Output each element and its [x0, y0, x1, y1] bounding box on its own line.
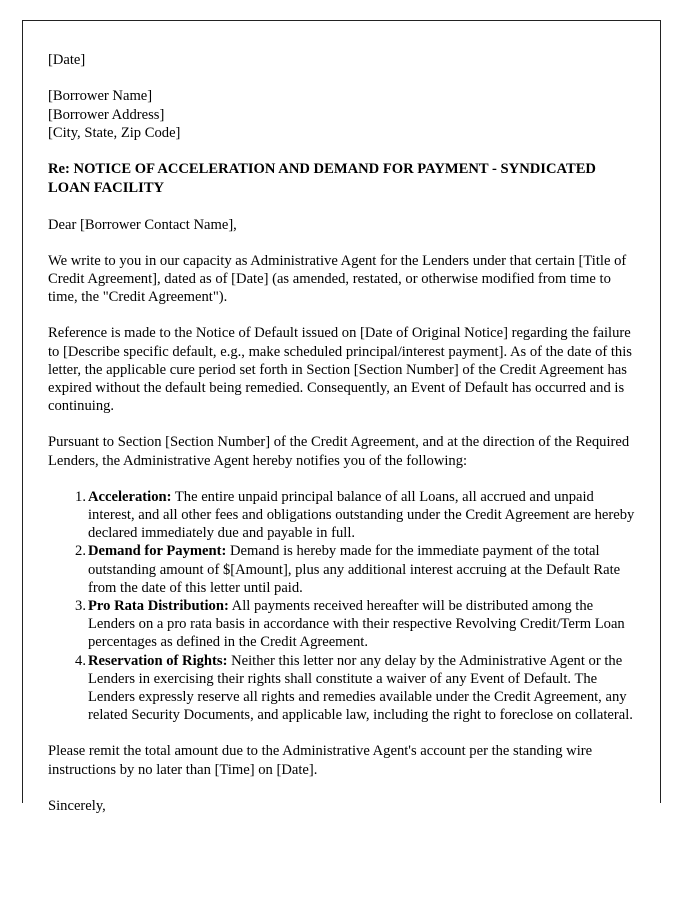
- closing-salutation: Sincerely,: [48, 797, 106, 814]
- spacer: [48, 470, 640, 488]
- salutation: Dear [Borrower Contact Name],: [48, 216, 237, 233]
- list-item-label: Pro Rata Distribution:: [88, 598, 229, 615]
- recipient-city-state-zip: [City, State, Zip Code]: [48, 125, 181, 142]
- notice-items-list: [48, 488, 640, 725]
- spacer: [48, 198, 640, 216]
- document-body: [23, 21, 662, 815]
- list-item: [48, 542, 640, 597]
- subject-heading: Re: NOTICE OF ACCELERATION AND DEMAND FOR PAYMENT - SYNDICATED LOAN FACILITY: [48, 161, 596, 197]
- spacer: [48, 415, 640, 433]
- list-item-text: Demand is hereby made for the immediate payment of the total outstanding amount of $[Amount], plus any additional interest accruing at the Default Rate from the date of this letter until paid.: [88, 543, 621, 596]
- recipient-address-block: [48, 87, 640, 142]
- date-line: [Date]: [48, 52, 86, 68]
- list-item: [48, 488, 640, 543]
- body-paragraph-3: Pursuant to Section [Section Number] of the Credit Agreement, and at the direction of the Required Lenders, the Administrative Agent hereby notifies you of the following:: [48, 434, 630, 469]
- list-item: [48, 652, 640, 725]
- list-item-text: The entire unpaid principal balance of all Loans, all accrued and unpaid interest, and all other fees and obligations outstanding under the Credit Agreement are hereby declared immediately due and payable in full.: [88, 488, 635, 542]
- spacer: [48, 306, 640, 324]
- document-page: [22, 20, 661, 814]
- spacer: [48, 724, 640, 742]
- closing-paragraph: Please remit the total amount due to the Administrative Agent's account per the standing wire instructions by no later than [Time] on [Date].: [48, 743, 593, 778]
- spacer: [48, 779, 640, 797]
- spacer: [48, 142, 640, 160]
- list-item-label: Acceleration:: [88, 488, 172, 505]
- recipient-name: [Borrower Name]: [48, 88, 153, 105]
- list-item-text: Neither this letter nor any delay by the Administrative Agent or the Lenders in exercising their rights shall constitute a waiver of any Event of Default. The Lenders expressly reserve all rights and remedies available under the Credit Agreement, any related Security Documents, and applicable law, including the right to foreclose on collateral.: [88, 652, 633, 724]
- recipient-street: [Borrower Address]: [48, 106, 165, 123]
- list-item-text: All payments received hereafter will be distributed among the Lenders on a pro rata basis in accordance with their respective Revolving Credit/Term Loan percentages as defined in the Credit Agreement.: [88, 598, 625, 651]
- list-item-label: Reservation of Rights:: [88, 652, 228, 669]
- body-paragraph-1: We write to you in our capacity as Administrative Agent for the Lenders under that certain [Title of Credit Agreement], dated as of [Date] (as amended, restated, or otherwise modified from time to time, the "Credit Agreement").: [48, 252, 627, 306]
- spacer: [48, 69, 640, 87]
- body-paragraph-2: Reference is made to the Notice of Default issued on [Date of Original Notice] regarding the failure to [Describe specific default, e.g., make scheduled principal/interest payment]. As of the date of this letter, the applicable cure period set forth in Section [Section Number] of the Credit Agreement has expired without the default being remedied. Consequently, an Event of Default has occurred and is continuing.: [48, 325, 632, 415]
- spacer: [48, 234, 640, 252]
- list-item: [48, 597, 640, 652]
- list-item-label: Demand for Payment:: [88, 543, 227, 560]
